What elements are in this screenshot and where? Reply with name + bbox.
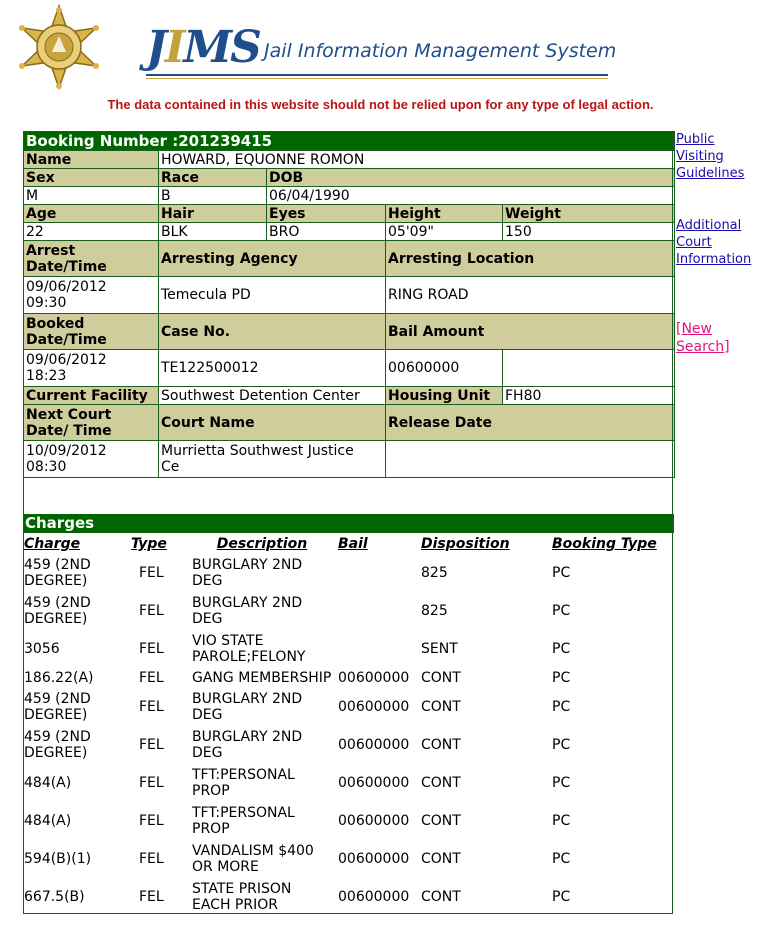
charge-charge-cell: 459 (2ND DEGREE)	[24, 557, 91, 589]
case-no-value: TE122500012	[159, 350, 386, 387]
charge-type-cell: FEL	[139, 670, 164, 686]
charge-description-cell: TFT:PERSONAL PROP	[192, 767, 295, 799]
charge-type-cell: FEL	[139, 775, 164, 791]
charges-col-header: Bail	[338, 536, 368, 552]
charge-disposition-cell: CONT	[421, 670, 461, 686]
name-label: Name	[24, 151, 159, 169]
visiting-guidelines-link-wrap	[676, 131, 744, 182]
charge-booking-type-cell: PC	[552, 851, 571, 867]
charges-col-header: Booking Type	[552, 536, 657, 552]
charge-disposition-cell: SENT	[421, 641, 458, 657]
charges-col-header: Disposition	[421, 536, 510, 552]
dob-value: 06/04/1990	[267, 187, 675, 205]
charge-charge-cell: 594(B)(1)	[24, 851, 92, 867]
bail-amount-value: 00600000	[386, 350, 503, 387]
dob-label: DOB	[267, 169, 675, 187]
current-facility-label: Current Facility	[24, 387, 159, 405]
logo-subtitle: Jail Information Management System	[264, 40, 617, 62]
charge-bail-cell: 00600000	[338, 670, 410, 686]
charge-charge-cell: 667.5(B)	[24, 889, 85, 905]
charges-col-header: Charge	[24, 536, 81, 552]
charge-bail-cell: 00600000	[338, 813, 410, 829]
charge-charge-cell: 484(A)	[24, 813, 72, 829]
bail-amount-label: Bail Amount	[386, 314, 675, 350]
sheriff-badge-logo	[16, 4, 102, 90]
charge-type-cell: FEL	[139, 641, 164, 657]
court-info-link-wrap	[676, 217, 751, 268]
charge-disposition-cell: 825	[421, 565, 448, 581]
charge-bail-cell: 00600000	[338, 851, 410, 867]
charge-disposition-cell: 825	[421, 603, 448, 619]
charge-charge-cell: 3056	[24, 641, 60, 657]
charge-type-cell: FEL	[139, 603, 164, 619]
height-label: Height	[386, 205, 503, 223]
charge-booking-type-cell: PC	[552, 603, 571, 619]
charge-description-cell: VANDALISM $400 OR MORE	[192, 843, 314, 875]
charge-type-cell: FEL	[139, 889, 164, 905]
jims-logo	[146, 22, 616, 82]
housing-unit-value: FH80	[503, 387, 675, 405]
arresting-location-value: RING ROAD	[386, 277, 675, 314]
booked-datetime-value: 09/06/2012 18:23	[24, 350, 159, 387]
court-name-label: Court Name	[159, 405, 386, 441]
charge-charge-cell: 186.22(A)	[24, 670, 94, 686]
eyes-label: Eyes	[267, 205, 386, 223]
charge-charge-cell: 459 (2ND DEGREE)	[24, 595, 91, 627]
charge-booking-type-cell: PC	[552, 889, 571, 905]
arresting-location-label: Arresting Location	[386, 241, 675, 277]
charge-disposition-cell: CONT	[421, 889, 461, 905]
charge-booking-type-cell: PC	[552, 813, 571, 829]
charge-description-cell: BURGLARY 2ND DEG	[192, 595, 303, 627]
disclaimer-text: The data contained in this website should not be relied upon for any type of legal action.	[107, 97, 654, 112]
weight-value: 150	[503, 223, 675, 241]
eyes-value: BRO	[267, 223, 386, 241]
arrest-datetime-value: 09/06/2012 09:30	[24, 277, 159, 314]
booked-datetime-label: Booked Date/Time	[24, 314, 159, 350]
weight-label: Weight	[503, 205, 675, 223]
logo-underline-gold	[146, 78, 608, 79]
charge-booking-type-cell: PC	[552, 737, 571, 753]
age-value: 22	[24, 223, 159, 241]
arresting-agency-value: Temecula PD	[159, 277, 386, 314]
booking-number: Booking Number :201239415	[24, 132, 675, 151]
next-court-label: Next Court Date/ Time	[24, 405, 159, 441]
name-value: HOWARD, EQUONNE ROMON	[159, 151, 675, 169]
charge-bail-cell: 00600000	[338, 737, 410, 753]
charge-booking-type-cell: PC	[552, 565, 571, 581]
charge-booking-type-cell: PC	[552, 641, 571, 657]
additional-court-information-link[interactable]: Additional Court Information	[676, 218, 752, 267]
charge-bail-cell: 00600000	[338, 699, 410, 715]
charges-col-header: Description	[216, 536, 308, 552]
charge-bail-cell: 00600000	[338, 775, 410, 791]
charge-description-cell: TFT:PERSONAL PROP	[192, 805, 295, 837]
charge-description-cell: GANG MEMBERSHIP	[192, 670, 332, 686]
court-name-value: Murrietta Southwest Justice Ce	[159, 441, 386, 478]
charge-type-cell: FEL	[139, 851, 164, 867]
charge-description-cell: VIO STATE PAROLE;FELONY	[192, 633, 306, 665]
charge-disposition-cell: CONT	[421, 699, 461, 715]
jims-wordmark: JIMS	[146, 22, 260, 73]
charge-booking-type-cell: PC	[552, 699, 571, 715]
charge-type-cell: FEL	[139, 813, 164, 829]
charge-booking-type-cell: PC	[552, 775, 571, 791]
logo-underline	[146, 74, 608, 76]
sex-value: M	[24, 187, 159, 205]
current-facility-value: Southwest Detention Center	[159, 387, 386, 405]
hair-label: Hair	[159, 205, 267, 223]
height-value: 05'09"	[386, 223, 503, 241]
race-value: B	[159, 187, 267, 205]
charge-type-cell: FEL	[139, 565, 164, 581]
age-label: Age	[24, 205, 159, 223]
charge-disposition-cell: CONT	[421, 851, 461, 867]
charge-charge-cell: 484(A)	[24, 775, 72, 791]
charge-booking-type-cell: PC	[552, 670, 571, 686]
charge-disposition-cell: CONT	[421, 737, 461, 753]
charge-description-cell: BURGLARY 2ND DEG	[192, 691, 303, 723]
charge-disposition-cell: CONT	[421, 775, 461, 791]
next-court-value: 10/09/2012 08:30	[24, 441, 159, 478]
race-label: Race	[159, 169, 267, 187]
charge-description-cell: BURGLARY 2ND DEG	[192, 729, 303, 761]
sex-label: Sex	[24, 169, 159, 187]
release-date-label: Release Date	[386, 405, 675, 441]
charge-description-cell: BURGLARY 2ND DEG	[192, 557, 303, 589]
charge-charge-cell: 459 (2ND DEGREE)	[24, 729, 91, 761]
new-search-link-wrap	[676, 320, 730, 356]
new-search-link[interactable]: [New Search]	[676, 321, 730, 355]
charges-header-bar: Charges	[23, 514, 674, 533]
case-no-label: Case No.	[159, 314, 386, 350]
hair-value: BLK	[159, 223, 267, 241]
charge-charge-cell: 459 (2ND DEGREE)	[24, 691, 91, 723]
arrest-datetime-label: Arrest Date/Time	[24, 241, 159, 277]
housing-unit-label: Housing Unit	[386, 387, 503, 405]
arresting-agency-label: Arresting Agency	[159, 241, 386, 277]
booking-frame	[23, 131, 673, 914]
charge-bail-cell: 00600000	[338, 889, 410, 905]
public-visiting-guidelines-link[interactable]: Public Visiting Guidelines	[676, 132, 745, 181]
charge-description-cell: STATE PRISON EACH PRIOR	[192, 881, 292, 913]
charge-type-cell: FEL	[139, 737, 164, 753]
charges-col-header: Type	[131, 536, 167, 552]
charge-type-cell: FEL	[139, 699, 164, 715]
charge-disposition-cell: CONT	[421, 813, 461, 829]
